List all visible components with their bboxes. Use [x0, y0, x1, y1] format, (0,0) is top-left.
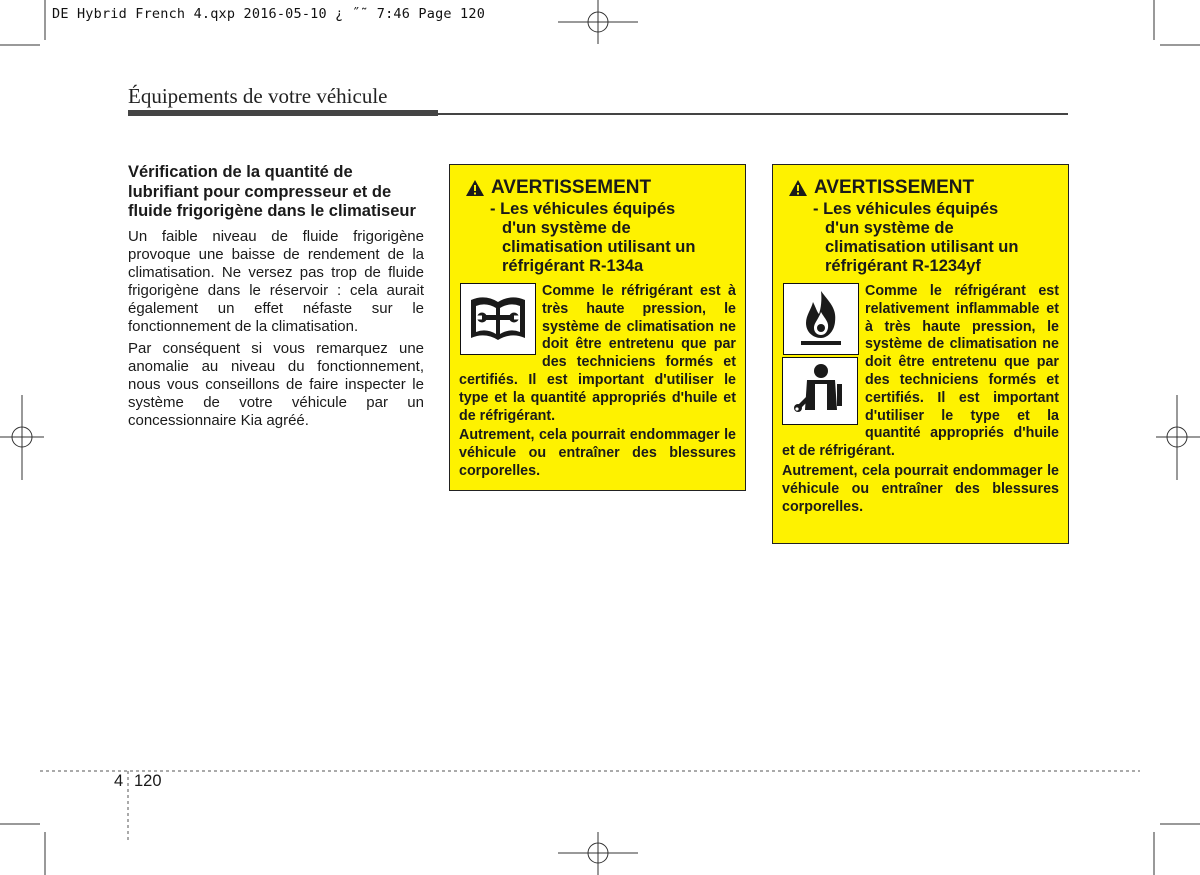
technician-icon: [782, 357, 858, 425]
subtitle-first-line: - Les véhicules équipés: [490, 200, 676, 218]
section-title: Équipements de votre véhicule: [128, 84, 388, 108]
warning-triangle-icon: [465, 179, 485, 197]
page-number: [114, 772, 162, 791]
page-number-value: 120: [134, 772, 162, 790]
warning-consequence: Autrement, cela pourrait endommager le véhicule ou entraîner des blessures corporelles.: [782, 462, 1059, 515]
warning-subtitle: [813, 200, 1059, 276]
left-column: [128, 163, 424, 434]
warning-subtitle: [490, 200, 736, 276]
warning-title: AVERTISSEMENT: [814, 177, 975, 198]
paragraph: Un faible niveau de fluide frigorigène provoque une baisse de rendement de la climatisation. Ne versez pas trop de fluide frigorigène dans le réservoir : cela aurait également un effet néfaste sur le fonctionnement de la climatisation.: [128, 227, 424, 335]
subtitle-first-line: - Les véhicules équipés: [813, 200, 999, 218]
warning-consequence: Autrement, cela pourrait endommager le véhicule ou entraîner des blessures corporelles.: [459, 427, 736, 479]
warning-title: AVERTISSEMENT: [491, 177, 652, 198]
warning-header: [459, 177, 736, 199]
service-manual-icon: [460, 283, 536, 355]
print-slug: DE Hybrid French 4.qxp 2016-05-10 ¿ ˝˜ 7:46 Page 120: [52, 6, 486, 22]
subtitle-rest: d'un système de climatisation utilisant un réfrigérant R-1234yf: [825, 219, 1019, 275]
warning-header: [782, 177, 1059, 199]
warning-body: Comme le réfrigérant est relativement inflammable et à très haute pression, le système de climatisation ne doit être entretenu que par des techniciens formés et certifiés. Il est important d'utiliser le type et la quantité appropriés d'huile et de réfrigérant.: [782, 283, 1059, 460]
paragraph: Par conséquent si vous remarquez une anomalie au niveau du fonctionnement, nous vous conseillons de faire inspecter le système de votre véhicule par un concessionnaire Kia agréé.: [128, 339, 424, 429]
warning-box-r134a: [449, 164, 746, 491]
warning-box-r1234yf: [772, 164, 1069, 544]
title-rule-thin: [438, 113, 1068, 115]
warning-triangle-icon: [788, 179, 808, 197]
section-heading: Vérification de la quantité de lubrifiant pour compresseur et de fluide frigorigène dans le climatiseur: [128, 163, 416, 220]
warning-body: Comme le réfrigérant est à très haute pression, le système de climatisation ne doit être entretenu que par des techniciens formés et certifiés. Il est important d'utiliser le type et la quantité appropriés d'huile et de réfrigérant.: [459, 283, 736, 424]
subtitle-rest: d'un système de climatisation utilisant un réfrigérant R-134a: [502, 219, 696, 275]
flammable-icon: [783, 283, 859, 355]
chapter-number: 4: [114, 772, 124, 790]
title-rule-thick: [128, 110, 438, 116]
